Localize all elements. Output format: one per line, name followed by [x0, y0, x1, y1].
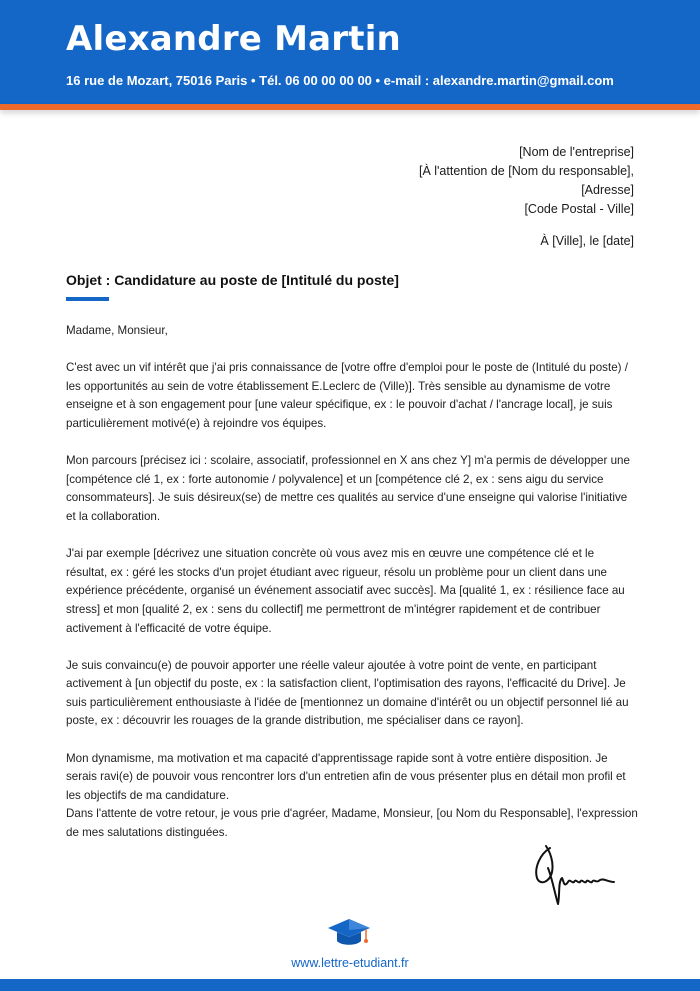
letter-subject: Objet : Candidature au poste de [Intitulé du poste] [66, 272, 399, 288]
recipient-address: [Adresse] [581, 183, 634, 197]
footer-bar [0, 979, 700, 991]
paragraph-background: Mon parcours [précisez ici : scolaire, associatif, professionnel en X ans chez Y] m'a permis de développer une [compétence clé 1, ex : forte autonomie / polyvalence] et un [compétence clé 2, ex : sens aigu du service consommateurs]. Je suis désireux(se) de mettre ces qualités au service d'une enseigne qui valorise l'initiative et la collaboration. [66, 454, 630, 523]
recipient-company: [Nom de l'entreprise] [519, 145, 634, 159]
recipient-postal: [Code Postal - Ville] [524, 202, 634, 216]
paragraph-example: J'ai par exemple [décrivez une situation concrète où vous avez mis en œuvre une compétence clé et le résultat, ex : géré les stocks d'un projet étudiant avec rigueur, résolu un problème pour un client dans une expérience précédente, organisé un événement associatif avec succès]. Ma [qualité 1, ex : résilience face au stress] et mon [qualité 2, ex : sens du collectif] me permettront de m'intégrer rapidement et de contribuer activement à l'efficacité de votre équipe. [66, 547, 625, 635]
recipient-block [419, 143, 634, 219]
paragraph-intro: C'est avec un vif intérêt que j'ai pris connaissance de [votre offre d'emploi pour le poste de (Intitulé du poste) / les opportunités au sein de votre établissement E.Leclerc de (Ville)]. Très sensible au dynamisme de votre enseigne et à son engagement pour [une valeur spécifique, ex : le pouvoir d'achat / l'ancrage local], je suis particulièrement motivé(e) à rejoindre vos équipes. [66, 361, 628, 430]
recipient-attention: [À l'attention de [Nom du responsable], [418, 164, 634, 178]
handwritten-signature [528, 838, 618, 908]
salutation: Madame, Monsieur, [66, 324, 168, 337]
graduation-cap-icon [326, 916, 372, 950]
sender-name: Alexandre Martin [66, 19, 401, 59]
letter-date: À [Ville], le [date] [540, 234, 634, 248]
letter-body [66, 322, 638, 861]
website-link[interactable]: www.lettre-etudiant.fr [291, 956, 409, 970]
header-banner [0, 0, 700, 104]
paragraph-availability: Mon dynamisme, ma motivation et ma capacité d'apprentissage rapide sont à votre entière disposition. Je serais ravi(e) de pouvoir vous rencontrer lors d'un entretien afin de vous présenter plus en détail mon profil et les objectifs de ma candidature. [66, 751, 626, 802]
paragraph-value: Je suis convaincu(e) de pouvoir apporter une réelle valeur ajoutée à votre point de vente, en participant activement à [un objectif du poste, ex : la satisfaction client, l'optimisation des rayons, l'efficacité du Drive]. Je suis particulièrement enthousiaste à l'idée de [mentionnez un domaine d'intérêt ou un objectif personnel lié au poste, ex : découvrir les rouages de la grande distribution, me spécialiser dans ce rayon]. [66, 658, 629, 728]
subject-underline [66, 297, 109, 301]
paragraph-closing: Dans l'attente de votre retour, je vous prie d'agréer, Madame, Monsieur, [ou Nom du Responsable], l'expression de mes salutations distinguées. [66, 807, 638, 840]
header-accent-stripe [0, 104, 700, 110]
sender-contact: 16 rue de Mozart, 75016 Paris • Tél. 06 00 00 00 00 • e-mail : alexandre.martin@gmail.com [66, 73, 614, 88]
